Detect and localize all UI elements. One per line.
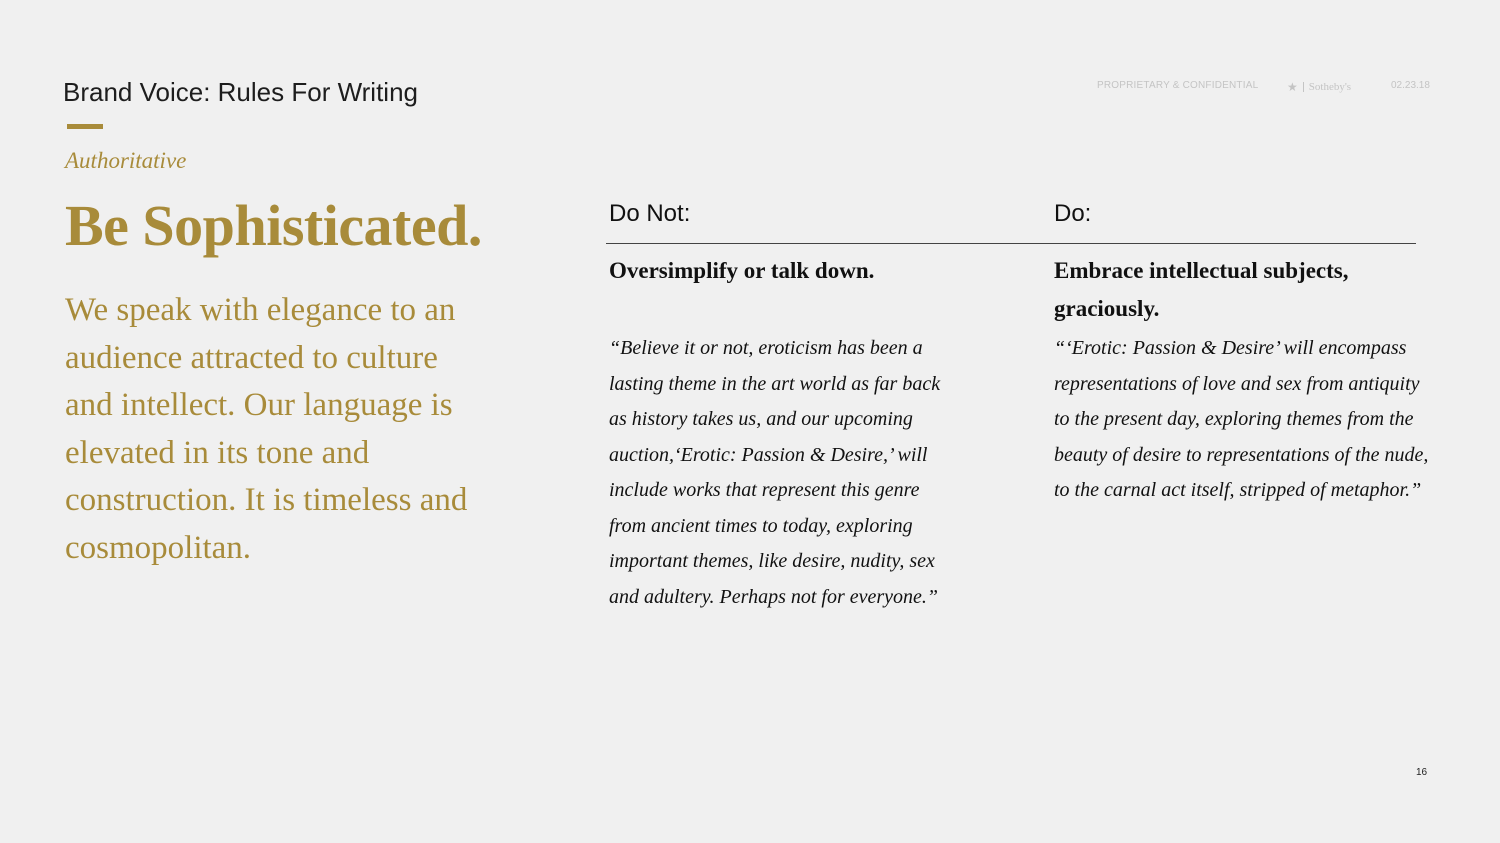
do-not-heading: Do Not: bbox=[609, 200, 691, 227]
do-not-example: “Believe it or not, eroticism has been a lasting theme in the art world as far back as history takes us, and our upcoming auction,‘Erotic: Passion & Desire,’ will include works that represent this genre from ancient times to today, exploring important themes, like desire, nudity, sex and adultery. Perhaps not for everyone.” bbox=[609, 337, 941, 608]
title-accent-bar bbox=[67, 124, 103, 129]
page-number: 16 bbox=[1416, 767, 1428, 778]
do-subheading: Embrace intellectual subjects, graciously. bbox=[1054, 258, 1349, 321]
section-eyebrow: Authoritative bbox=[65, 148, 187, 173]
slide-date: 02.23.18 bbox=[1391, 80, 1430, 91]
section-intro: We speak with elegance to an audience attracted to culture and intellect. Our language is elevated in its tone and construction. It is timeless and cosmopolitan. bbox=[65, 292, 468, 566]
brand-logo bbox=[1287, 80, 1351, 94]
slide-title: Brand Voice: Rules For Writing bbox=[63, 77, 418, 107]
do-not-subheading: Oversimplify or talk down. bbox=[609, 258, 875, 283]
do-example: “‘Erotic: Passion & Desire’ will encompass representations of love and sex from antiquity to the present day, exploring themes from the beauty of desire to representations of the nude, to the carnal act itself, stripped of metaphor.” bbox=[1054, 337, 1429, 501]
logo-divider bbox=[1303, 82, 1304, 92]
star-icon: ★ bbox=[1287, 80, 1298, 94]
do-heading: Do: bbox=[1054, 200, 1092, 227]
confidential-label: PROPRIETARY & CONFIDENTIAL bbox=[1097, 80, 1259, 91]
column-divider-rule bbox=[606, 243, 1416, 244]
section-headline: Be Sophisticated. bbox=[65, 193, 482, 258]
brand-name: Sotheby's bbox=[1308, 81, 1352, 93]
